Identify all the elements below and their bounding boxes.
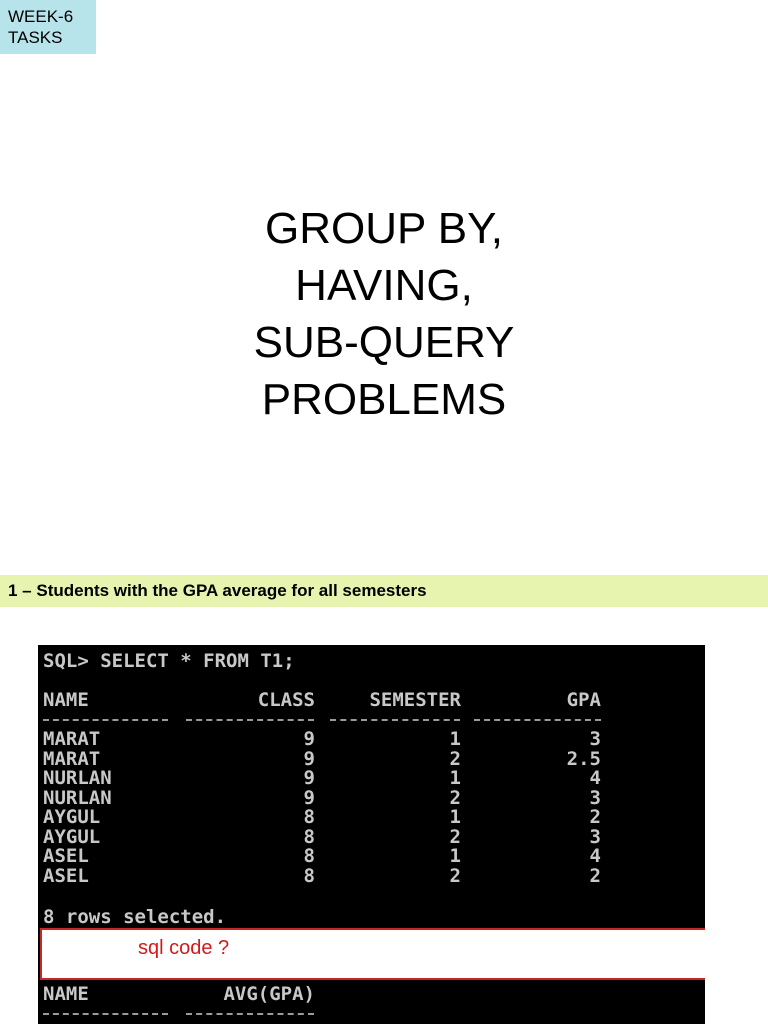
cell-semester: 1	[449, 767, 461, 789]
header-underline	[43, 719, 168, 721]
cell-gpa: 2	[589, 864, 601, 887]
cell-name: MARAT	[43, 747, 101, 770]
sql-terminal-screenshot	[38, 645, 705, 1024]
week-tag	[0, 0, 96, 54]
cell-semester: 2	[449, 747, 461, 770]
header-underline	[186, 719, 314, 721]
cell-name: ASEL	[43, 864, 89, 887]
header-gpa: GPA	[566, 689, 601, 711]
result-underline	[43, 1013, 168, 1015]
cell-semester: 2	[449, 825, 461, 848]
slide-title	[0, 200, 768, 428]
cell-gpa: 2.5	[566, 747, 601, 770]
title-line-4: PROBLEMS	[261, 375, 507, 424]
cell-semester: 2	[449, 786, 461, 809]
rows-selected-message: 8 rows selected.	[43, 906, 227, 928]
cell-class: 8	[303, 825, 315, 848]
cell-gpa: 4	[589, 767, 601, 789]
header-name: NAME	[43, 689, 89, 711]
sql-command: SQL> SELECT * FROM T1;	[43, 650, 295, 672]
header-underline	[330, 719, 460, 721]
cell-name: AYGUL	[43, 825, 101, 848]
answer-prompt-box	[40, 928, 705, 980]
cell-gpa: 2	[589, 806, 601, 828]
answer-prompt: sql code ?	[138, 937, 230, 959]
cell-gpa: 3	[589, 728, 601, 750]
result-underline	[186, 1013, 314, 1015]
cell-name: AYGUL	[43, 806, 101, 828]
cell-semester: 1	[449, 728, 461, 750]
header-semester: SEMESTER	[369, 689, 461, 711]
cell-gpa: 3	[589, 825, 601, 848]
cell-semester: 1	[449, 845, 461, 867]
header-underline	[474, 719, 601, 721]
result-header-avg: AVG(GPA)	[223, 983, 315, 1005]
cell-class: 8	[303, 864, 315, 887]
header-class: CLASS	[257, 689, 315, 711]
cell-name: NURLAN	[43, 767, 112, 789]
cell-class: 9	[303, 767, 315, 789]
cell-class: 9	[303, 786, 315, 809]
cell-gpa: 3	[589, 786, 601, 809]
tasks-label: TASKS	[8, 28, 63, 47]
cell-semester: 1	[449, 806, 461, 828]
cell-gpa: 4	[589, 845, 601, 867]
title-line-2: HAVING,	[295, 261, 473, 310]
cell-name: MARAT	[43, 728, 101, 750]
cell-class: 8	[303, 845, 315, 867]
task-heading: 1 – Students with the GPA average for all semesters	[0, 575, 768, 607]
result-header-name: NAME	[43, 983, 89, 1005]
cell-class: 9	[303, 747, 315, 770]
cell-name: NURLAN	[43, 786, 112, 809]
title-line-3: SUB-QUERY	[253, 318, 515, 367]
week-label: WEEK-6	[8, 7, 74, 26]
cell-class: 8	[303, 806, 315, 828]
title-line-1: GROUP BY,	[264, 204, 504, 253]
cell-semester: 2	[449, 864, 461, 887]
cell-name: ASEL	[43, 845, 89, 867]
cell-class: 9	[303, 728, 315, 750]
